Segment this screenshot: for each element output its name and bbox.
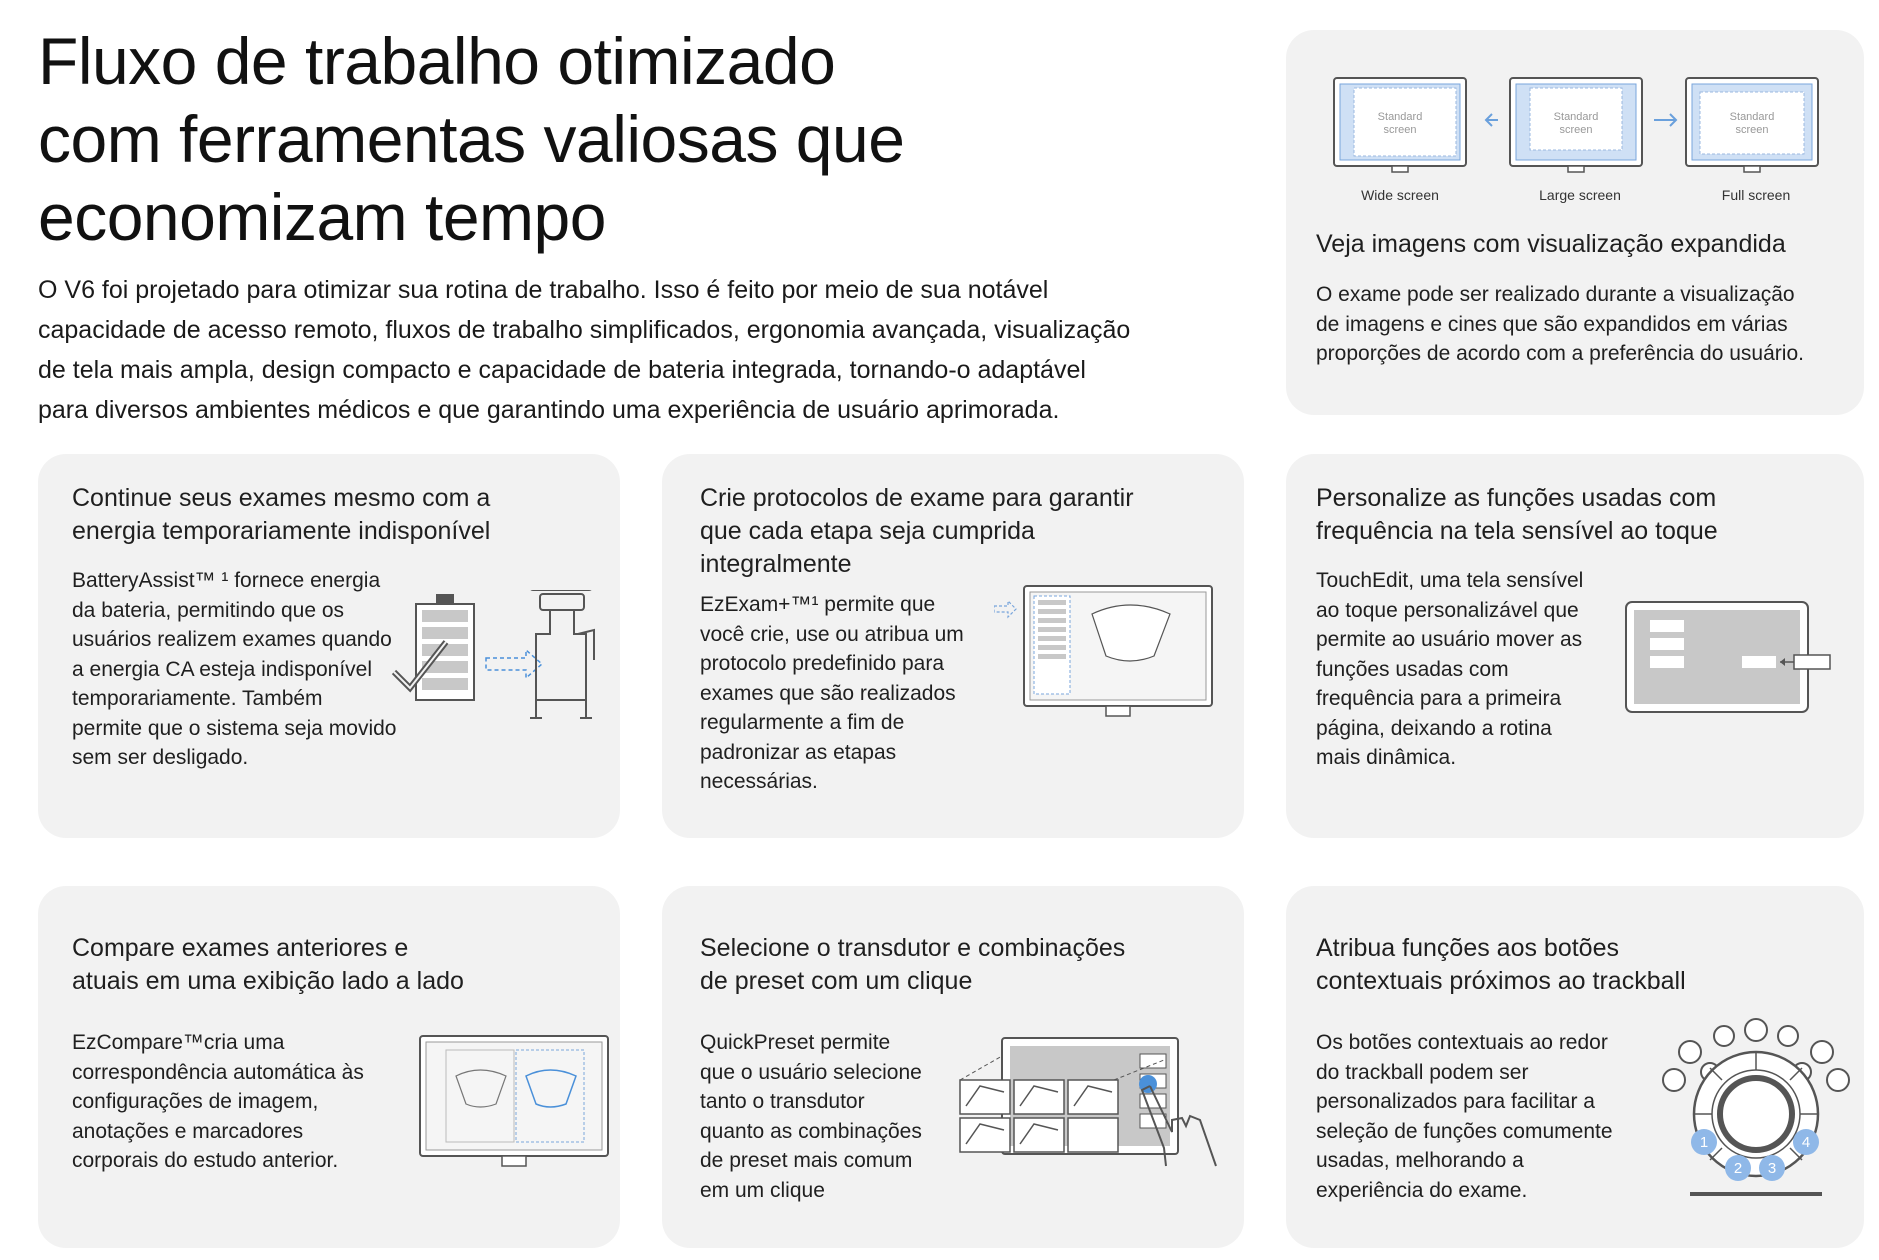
dashed-arrow-icon [994,601,1016,617]
function-key-icon [1794,655,1830,669]
card-body-line: de preset mais comum [700,1149,913,1172]
card-title-line: Personalize as funções usadas com [1316,484,1717,512]
card-body-line: tanto o transdutor [700,1090,865,1113]
arrow-right-icon [1654,114,1676,126]
card-title-line: que cada etapa seja cumprida [700,517,1035,545]
monitor-icon [420,1036,608,1166]
card-body-line: permite que o sistema seja movido [72,716,397,740]
card-body-line: TouchEdit, uma tela sensível [1316,569,1584,592]
card-title [700,932,1125,998]
screen-modes-illustration [1286,30,1864,210]
wide-screen-monitor-icon [1334,78,1466,172]
card-body [1316,566,1583,773]
card-body-line: mais dinâmica. [1316,746,1457,769]
card-title-line: frequência na tela sensível ao toque [1316,517,1718,545]
card-body-line: a energia CA esteja indisponível [72,657,373,681]
ezexam-protocol-illustration [994,584,1224,734]
dashed-arrow-icon [486,650,542,678]
card-body-line: BatteryAssist™ ¹ fornece energia [72,569,381,592]
full-screen-monitor-icon [1686,78,1818,172]
card-title-line: de preset com um clique [700,967,973,995]
button-number: 3 [1767,1160,1777,1177]
mode-label: Full screen [1721,187,1791,203]
page-title [38,22,1238,256]
card-body-line: funções usadas com [1316,657,1509,681]
screen-label: screen [1735,124,1769,136]
card-body-line: padronizar as etapas [700,740,897,764]
card-title-line: Selecione o transdutor e combinações [700,934,1126,962]
ezcompare-card [38,886,620,1248]
card-body-line: temporariamente. Também [72,687,323,710]
card-title-line: Veja imagens com visualização expandida [1316,230,1786,258]
card-body-line: corporais do estudo anterior. [72,1149,339,1172]
intro-line: O V6 foi projetado para otimizar sua rotina de trabalho. Isso é feito por meio de sua notável [38,276,1049,304]
battery-assist-illustration [390,590,600,760]
expanded-view-card [1286,30,1864,415]
card-body-line: você crie, use ou atribua um [700,622,964,646]
card-title-line: Continue seus exames mesmo com a [72,484,491,512]
intro-line: para diversos ambientes médicos e que garantindo uma experiência de usuário aprimorada. [38,396,1060,424]
card-body [700,590,964,797]
monitor-icon [1024,586,1212,716]
card-title [1316,228,1786,261]
card-body [1316,1028,1613,1205]
card-body-line: proporções de acordo com a preferência do usuário. [1316,342,1804,365]
card-body-line: página, deixando a rotina [1316,716,1552,740]
card-body-line: ao toque personalizável que [1316,598,1579,622]
card-title-line: atuais em uma exibição lado a lado [72,967,464,995]
ultrasound-cart-icon [530,590,594,718]
card-body-line: seleção de funções comumente [1316,1119,1613,1143]
button-number: 2 [1733,1160,1743,1177]
card-body-line: EzExam+™¹ permite que [700,593,936,616]
quickpreset-illustration [954,1036,1244,1186]
card-body-line: regularmente a fim de [700,711,905,734]
card-title [72,482,490,548]
screen-label: Standard [1377,111,1423,123]
battery-assist-card [38,454,620,838]
card-body-line: exames que são realizados [700,681,956,705]
card-body [1316,280,1804,369]
intro-paragraph [38,270,1238,430]
card-body-line: protocolo predefinido para [700,652,945,675]
mode-label: Wide screen [1361,187,1439,203]
page-title-line: com ferramentas valiosas que [38,102,905,176]
card-body-line: correspondência automática às [72,1060,364,1084]
card-title-line: energia temporariamente indisponível [72,517,491,545]
ezexam-card [662,454,1244,838]
card-body-line: frequência para a primeira [1316,687,1562,710]
card-body-line: necessárias. [700,770,818,793]
large-screen-monitor-icon [1510,78,1642,172]
ezcompare-illustration [418,1034,618,1184]
button-number: 1 [1699,1134,1709,1151]
intro-line: de tela mais ampla, design compacto e capacidade de bateria integrada, tornando-o adaptável [38,356,1086,384]
card-title-line: Compare exames anteriores e [72,934,409,962]
screen-label: Standard [1553,111,1599,123]
card-body-line: EzCompare™cria uma [72,1031,285,1054]
page-title-line: economizam tempo [38,180,606,254]
card-body [72,1028,364,1176]
card-title [1316,482,1718,548]
card-title [1316,932,1686,998]
card-body-line: em um clique [700,1178,825,1202]
touchedit-card [1286,454,1864,838]
card-title-line: Crie protocolos de exame para garantir [700,484,1134,512]
card-body-line: configurações de imagem, [72,1090,319,1113]
button-number: 4 [1801,1134,1811,1151]
card-title [72,932,464,998]
card-title-line: integralmente [700,550,852,578]
card-title-line: contextuais próximos ao trackball [1316,967,1686,995]
card-body-line: permite ao usuário mover as [1316,628,1583,651]
trackball-illustration [1660,1018,1850,1198]
screen-label: screen [1559,124,1593,136]
screen-label: Standard [1729,111,1775,123]
card-body-line: usadas, melhorando a [1316,1149,1524,1172]
card-body-line: anotações e marcadores [72,1119,304,1143]
card-body-line: personalizados para facilitar a [1316,1090,1595,1113]
card-body-line: quanto as combinações [700,1119,922,1143]
card-body-line: de imagens e cines que são expandidos em várias [1316,312,1788,336]
card-body-line: sem ser desligado. [72,746,249,769]
mode-label: Large screen [1539,187,1621,203]
page-title-line: Fluxo de trabalho otimizado [38,24,836,98]
base-line [1690,1192,1822,1196]
card-body-line: Os botões contextuais ao redor [1316,1031,1608,1054]
quickpreset-card [662,886,1244,1248]
card-body-line: usuários realizem exames quando [72,628,392,651]
card-body-line: experiência do exame. [1316,1178,1528,1202]
card-body [72,566,397,773]
card-body-line: do trackball podem ser [1316,1060,1529,1084]
card-body-line: O exame pode ser realizado durante a visualização [1316,283,1795,306]
screen-label: screen [1383,124,1417,136]
card-body-line: da bateria, permitindo que os [72,598,345,622]
card-body-line: que o usuário selecione [700,1060,922,1084]
touch-screen-icon [1626,602,1808,712]
card-title-line: Atribua funções aos botões [1316,934,1619,962]
intro-line: capacidade de acesso remoto, fluxos de trabalho simplificados, ergonomia avançada, visualização [38,316,1131,344]
card-body [700,1028,922,1205]
touchedit-illustration [1622,600,1852,730]
card-title [700,482,1134,581]
trackball-icon [1694,1052,1818,1176]
card-body-line: QuickPreset permite [700,1031,891,1054]
trackball-card [1286,886,1864,1248]
